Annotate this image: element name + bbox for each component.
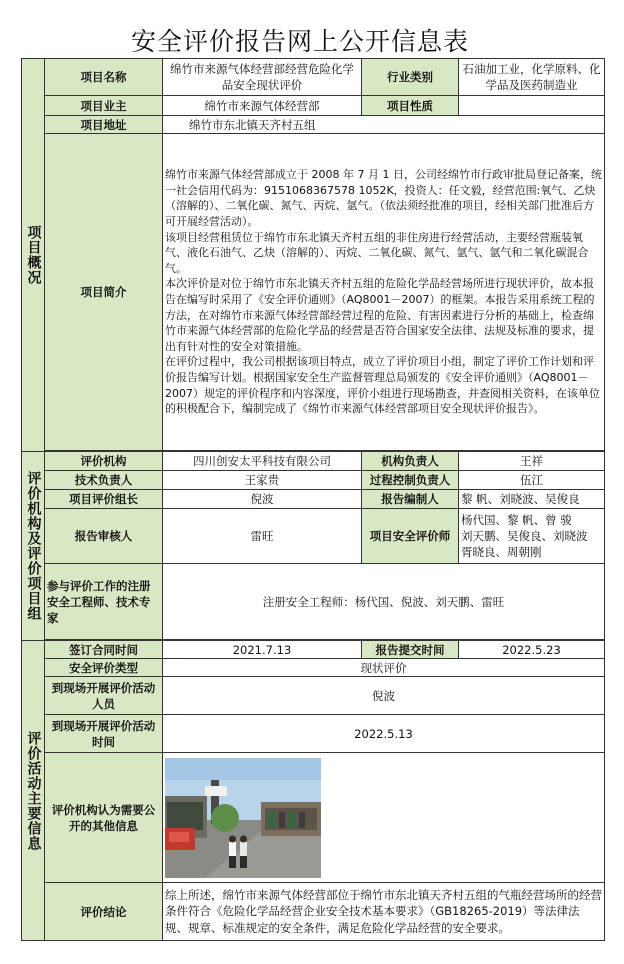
contract-time-label: 签订合同时间: [45, 641, 163, 659]
assessment-type-label: 安全评价类型: [45, 659, 163, 677]
safety-assessor-value: [459, 509, 605, 564]
team-leader-value: 倪波: [163, 490, 362, 509]
agency-label: 评价机构: [45, 452, 163, 471]
principal-label: 机构负责人: [362, 452, 459, 471]
conclusion-label: 评价结论: [45, 883, 163, 941]
tech-lead-label: 技术负责人: [45, 471, 163, 490]
registered-engineers-value: 注册安全工程师：杨代国、倪波、刘天鹏、雷旺: [163, 564, 605, 640]
project-intro-text: [163, 134, 605, 451]
industry-label: 行业类别: [362, 59, 459, 96]
other-info-cell: [163, 753, 605, 883]
project-address-label: 项目地址: [45, 116, 163, 134]
intro-paragraph: 在评价过程中，我公司根据该项目特点，成立了评价项目小组，制定了评价工作计划和评价报告编写计划。根据国家安全生产监督管理总局颁发的《安全评价通则》（AQ8001－2007）规定的评价程序和内容深度，评价小组进行现场勘查，并查阅相关资料，在该单位的积极配合下，编制完成了《绵竹市来源气体经营部项目安全现状评价报告》。: [165, 355, 600, 416]
intro-paragraph: 本次评价是对位于绵竹市东北镇天齐村五组的危险化学品经营场所进行现状评价，故本报告在编写时采用了《安全评价通则》（AQ8001－2007）的框架。本报告采用系统工程的方法，在对绵竹市来源气体经营部经营过程的危险、有害因素进行分析的基础上，检查绵竹市来源气体经营部的危险化学品的经营是否符合国家安全法律、法规及标准的要求，提出有针对性的安全对策措施。: [165, 277, 595, 353]
project-owner-value: 绵竹市来源气体经营部: [163, 96, 362, 116]
project-name-label: 项目名称: [45, 59, 163, 96]
process-control-value: 伍江: [459, 471, 605, 490]
contract-time-value: 2021.7.13: [163, 641, 362, 659]
report-writer-value: 黎 帆、刘晓波、吴俊良: [459, 490, 605, 509]
submit-time-value: 2022.5.23: [459, 641, 605, 659]
principal-value: 王祥: [459, 452, 605, 471]
tech-lead-value: 王家贵: [163, 471, 362, 490]
submit-time-label: 报告提交时间: [362, 641, 459, 659]
project-intro-label: 项目简介: [45, 134, 163, 451]
onsite-personnel-value: 倪波: [163, 677, 605, 715]
onsite-personnel-label: 到现场开展评价活动人员: [45, 677, 163, 715]
report-writer-label: 报告编制人: [362, 490, 459, 509]
page-title: 安全评价报告网上公开信息表: [130, 27, 469, 56]
safety-assessor-label: 项目安全评价师: [362, 509, 459, 564]
process-control-label: 过程控制负责人: [362, 471, 459, 490]
assessor-line: 胥晓良、周朝刚: [461, 545, 542, 559]
registered-engineers-label: 参与评价工作的注册安全工程师、技术专家: [45, 564, 163, 640]
site-photo: [165, 758, 321, 878]
project-nature-value: [459, 96, 605, 116]
onsite-time-label: 到现场开展评价活动时间: [45, 715, 163, 753]
section-agency-group: 评价机构及评价项目组: [22, 452, 45, 641]
assessor-line: 刘天鹏、吴俊良、刘晓波: [461, 529, 588, 543]
sign-board: [205, 786, 227, 796]
report-reviewer-value: 雷旺: [163, 509, 362, 564]
intro-paragraph: 该项目经营租赁位于绵竹市东北镇天齐村五组的非住房进行经营活动，主要经营瓶装氧气、液化石油气、乙炔（溶解的）、丙烷、二氧化碳、氮气、氩气、氩气和二氧化碳混合气。: [165, 230, 589, 275]
other-info-label: 评价机构认为需要公开的其他信息: [45, 753, 163, 883]
project-owner-label: 项目业主: [45, 96, 163, 116]
intro-paragraph: 绵竹市来源气体经营部成立于 2008 年 7 月 1 日，公司经绵竹市行政审批局登记备案，统一社会信用代码为：9151068367578 1052K，投资人：任文毅，经营范围:氧气、乙炔（溶解的）、二氧化碳、氮气、丙烷、氩气。（依法须经批准的项目，经相关部门批准后方可开展经营活动）。: [165, 168, 602, 229]
onsite-time-value: 2022.5.13: [163, 715, 605, 753]
section-activity-info: 评价活动主要信息: [22, 641, 45, 941]
report-reviewer-label: 报告审核人: [45, 509, 163, 564]
industry-value: 石油加工业，化学原料、化学品及医药制造业: [459, 59, 605, 96]
project-name-value: 绵竹市来源气体经营部经营危险化学品安全现状评价: [163, 59, 362, 96]
tree: [211, 804, 239, 832]
project-nature-label: 项目性质: [362, 96, 459, 116]
assessor-line: 杨代国、黎 帆、曾 骏: [461, 513, 572, 527]
section-project-overview: 项目概况: [22, 59, 45, 452]
project-address-value: 绵竹市东北镇天齐村五组: [163, 116, 605, 134]
assessment-type-value: 现状评价: [163, 659, 605, 677]
agency-value: 四川创安太平科技有限公司: [163, 452, 362, 471]
team-leader-label: 项目评价组长: [45, 490, 163, 509]
info-table: [21, 58, 605, 941]
conclusion-value: 综上所述，绵竹市来源气体经营部位于绵竹市东北镇天齐村五组的气瓶经营场所的经营条件符合《危险化学品经营企业安全技术基本要求》（GB18265-2019）等法律法规、规章、标准规定的安全条件，满足危险化学品经营的安全要求。: [163, 883, 605, 941]
